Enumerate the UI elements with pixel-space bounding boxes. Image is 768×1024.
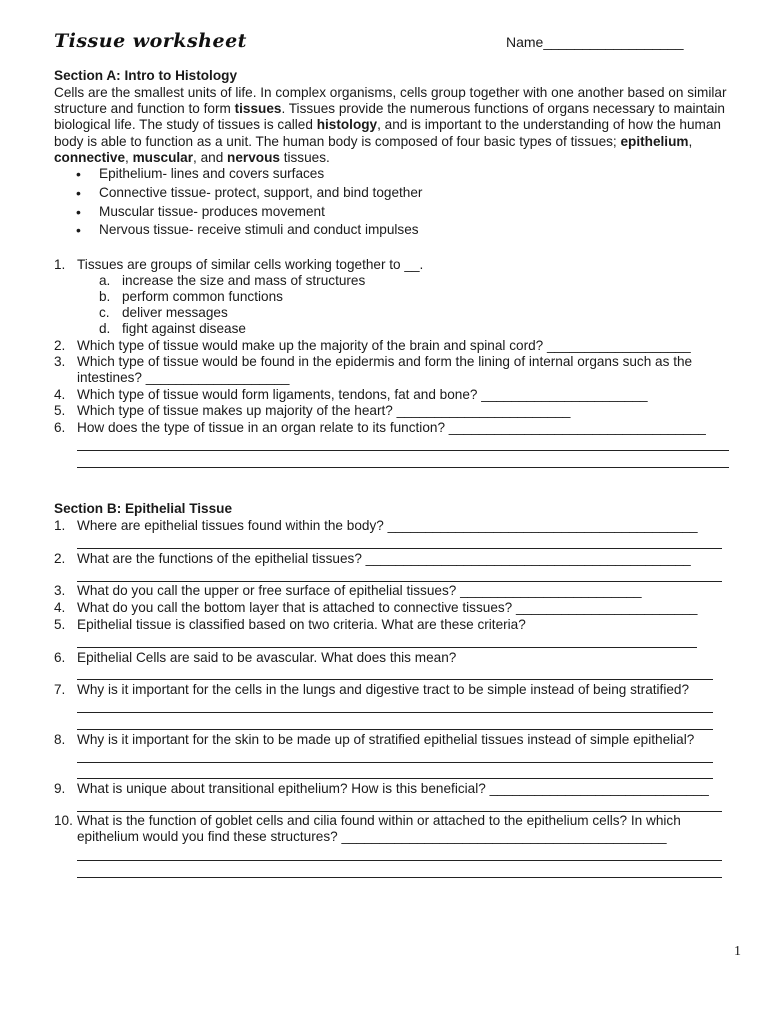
question-text: Epithelial Cells are said to be avascular. What does this mean? <box>77 650 457 665</box>
question-number: 9. <box>54 781 66 796</box>
question-text: What do you call the bottom layer that is attached to connective tissues? ________________________ <box>77 600 698 615</box>
option-text: perform common functions <box>122 289 283 304</box>
answer-line[interactable] <box>77 860 722 861</box>
option-text: increase the size and mass of structures <box>122 273 366 288</box>
section-a-heading: Section A: Intro to Histology <box>54 68 238 83</box>
question-number: 5. <box>54 617 66 632</box>
question-number: 1. <box>54 257 66 272</box>
question-number: 4. <box>54 600 66 615</box>
key-term: epithelium <box>620 133 689 149</box>
question-text: Tissues are groups of similar cells working together to __. <box>77 257 424 272</box>
section-b-heading: Section B: Epithelial Tissue <box>54 501 233 516</box>
answer-line[interactable] <box>77 811 722 812</box>
intro-text: tissues. <box>279 149 330 165</box>
option-text: deliver messages <box>122 305 228 320</box>
question-number: 2. <box>54 551 66 566</box>
answer-line[interactable] <box>77 778 713 779</box>
question-text: Which type of tissue would form ligaments, tendons, fat and bone? ______________________ <box>77 387 648 402</box>
question-text: Why is it important for the skin to be made up of stratified epithelial tissues instead of simple epithelial? <box>77 732 695 747</box>
key-term: tissues <box>234 101 282 117</box>
intro-text: , <box>688 133 693 149</box>
question-number: 3. <box>54 583 66 598</box>
question-text: Where are epithelial tissues found within the body? _________________________________________ <box>77 518 698 533</box>
question-number: 2. <box>54 338 66 353</box>
key-term: connective <box>54 149 126 165</box>
answer-line[interactable] <box>77 450 729 451</box>
answer-line[interactable] <box>77 729 713 730</box>
intro-text: Cells are the smallest units of life. In complex organisms, cells group together with one another based on similar structure and function to form <box>54 85 727 117</box>
question-number: 4. <box>54 387 66 402</box>
question-text: Which type of tissue makes up majority of the heart? _______________________ <box>77 403 571 418</box>
worksheet-title: Tissue worksheet <box>54 30 247 52</box>
question-text: What do you call the upper or free surface of epithelial tissues? ________________________ <box>77 583 642 598</box>
question-text: Epithelial tissue is classified based on two criteria. What are these criteria? <box>77 617 526 632</box>
question-text: Which type of tissue would be found in the epidermis and form the lining of internal organs such as the intestines? ___________________ <box>77 354 693 386</box>
option-letter: d. <box>99 321 111 336</box>
question-number: 6. <box>54 420 66 435</box>
key-term: muscular <box>132 149 194 165</box>
bullet-muscular: • Muscular tissue- produces movement <box>76 203 422 222</box>
page-number: 1 <box>734 944 741 959</box>
question-text: Which type of tissue would make up the majority of the brain and spinal cord? ___________________ <box>77 338 691 353</box>
question-number: 3. <box>54 354 66 369</box>
answer-line[interactable] <box>77 548 722 549</box>
name-field[interactable]: Name__________________ <box>506 34 684 50</box>
question-text: How does the type of tissue in an organ relate to its function? __________________________________ <box>77 420 706 435</box>
bullet-epithelium: • Epithelium- lines and covers surfaces <box>76 165 422 184</box>
option-letter: b. <box>99 289 111 304</box>
tissue-types-list <box>76 165 422 240</box>
question-text: What is unique about transitional epithelium? How is this beneficial? _____________________________ <box>77 781 709 796</box>
bullet-nervous: • Nervous tissue- receive stimuli and conduct impulses <box>76 221 422 240</box>
question-text: What is the function of goblet cells and cilia found within or attached to the epithelium cells? In which epithelium would you find these structures? ___________________________________________ <box>77 813 681 845</box>
answer-line[interactable] <box>77 712 713 713</box>
answer-line[interactable] <box>77 467 729 468</box>
bullet-connective: • Connective tissue- protect, support, and bind together <box>76 184 422 203</box>
question-text: Why is it important for the cells in the lungs and digestive tract to be simple instead of being stratified? <box>77 682 690 697</box>
option-letter: a. <box>99 273 111 288</box>
question-text: What are the functions of the epithelial tissues? ___________________________________________ <box>77 551 691 566</box>
intro-text: , <box>125 149 133 165</box>
intro-text: . Tissues provide the numerous functions of organs necessary to maintain biological life. The study of tissues is called <box>54 101 725 133</box>
answer-line[interactable] <box>77 647 697 648</box>
question-number: 8. <box>54 732 66 747</box>
key-term: nervous <box>227 149 280 165</box>
answer-line[interactable] <box>77 762 713 763</box>
key-term: histology <box>316 117 378 133</box>
question-number: 7. <box>54 682 66 697</box>
option-text: fight against disease <box>122 321 246 336</box>
question-number: 1. <box>54 518 66 533</box>
question-number: 10. <box>54 813 73 828</box>
answer-line[interactable] <box>77 679 713 680</box>
option-letter: c. <box>99 305 110 320</box>
question-number: 6. <box>54 650 66 665</box>
intro-text: , and is important to the understanding of how the human body is able to function as a unit. The human body is composed of four basic types of tissues; <box>54 117 721 149</box>
answer-line[interactable] <box>77 581 722 582</box>
question-number: 5. <box>54 403 66 418</box>
intro-paragraph <box>54 85 744 166</box>
answer-line[interactable] <box>77 877 722 878</box>
intro-text: , and <box>193 149 228 165</box>
